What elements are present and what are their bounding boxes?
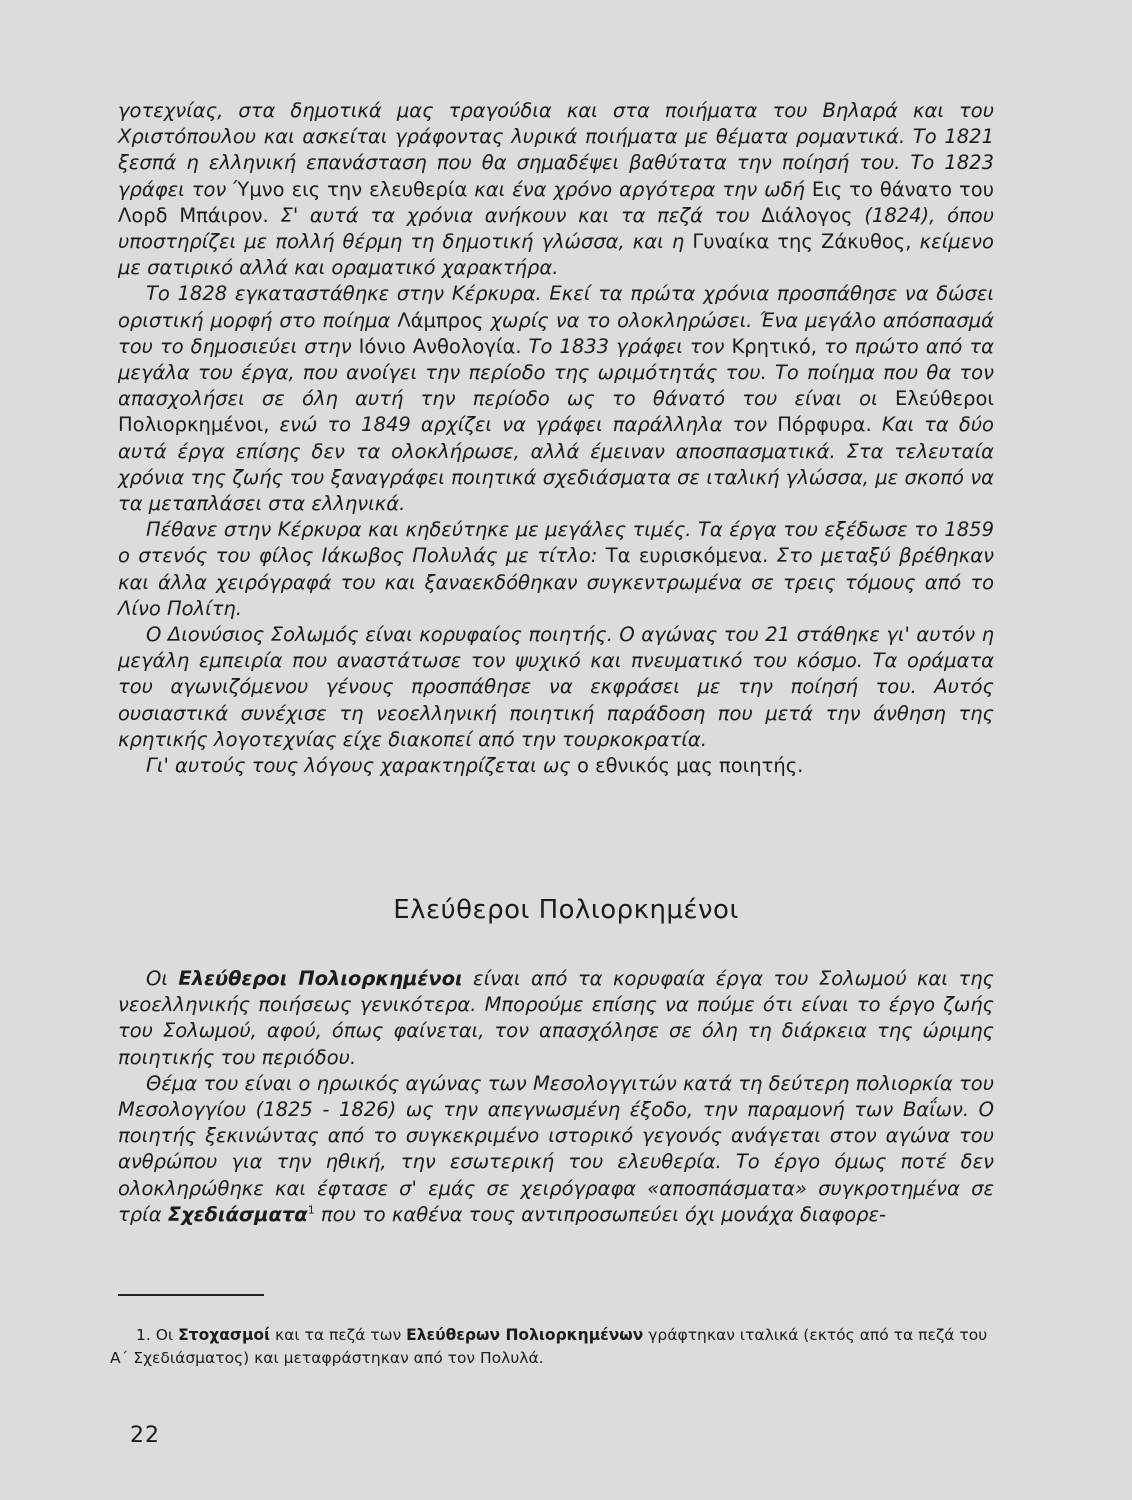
- text-run: Ελεύθερων Πολιορκημένων: [406, 1326, 644, 1344]
- text-run: Σ' αυτά τα χρόνια ανήκουν και τα πεζά του: [268, 203, 762, 227]
- footnote-marker: 1: [307, 1203, 315, 1217]
- text-run: και τα πεζά των: [270, 1326, 407, 1344]
- text-run: Και τα δύο αυτά έργα επίσης δεν τα ολοκλήρωσε, αλλά έμειναν αποσπασματικά. Στα τελευταία χρόνια της ζωής του ξαναγράφει ποιητικά σχεδιάσματα σε ιταλική γλώσσα, με σκοπό να τα μεταπλάσει στα ελληνικά.: [118, 413, 994, 516]
- text-run: Ελεύθεροι Πολιορκημένοι: [178, 967, 463, 990]
- footnote-divider: [118, 1294, 264, 1296]
- paragraph-intro: [118, 966, 994, 1071]
- text-run: και ένα χρόνο αργότερα την ωδή: [467, 177, 812, 201]
- text-run: γράφτηκαν ιταλικά (εκτός από τα πεζά του Α΄ Σχεδιάσματος) και μεταφράστηκαν από τον Πολυλά.: [110, 1326, 988, 1367]
- paragraph-corfu: [118, 281, 994, 517]
- text-run: Ύμνο εις την ελευθερία: [233, 177, 468, 201]
- text-run: 1. Οι: [136, 1326, 179, 1344]
- text-run: είναι από τα κορυφαία έργα του Σολωμού και της νεοελληνικής ποιήσεως γενικότερα. Μπορούμε επίσης να πούμε ότι είναι το έργο ζωής του Σολωμού, αφού, όπως φαίνεται, τον απασχόλησε σε όλη τη διάρκεια της ώριμης ποιητικής του περιόδου.: [118, 967, 995, 1069]
- paragraph-national-poet: [118, 753, 994, 779]
- text-run: Σχεδιάσματα: [167, 1202, 308, 1226]
- text-run: Θέμα του είναι ο ηρωικός αγώνας των Μεσολογγιτών κατά τη δεύτερη πολιορκία του Μεσολογγίου (1825 - 1826) ως την απεγνωσμένη έξοδο, την παραμονή των Βαΐων. Ο ποιητής ξεκινώντας από το συγκεκριμένο ιστορικό γεγονός ανάγεται στον αγώνα του ανθρώπου για την ηθική, την εσωτερική του ελευθερία. Το έργο όμως ποτέ δεν ολοκληρώθηκε και έφτασε σ' εμάς σε χειρόγραφα «αποσπάσματα» συγκροτημένα σε τρία: [118, 1071, 994, 1226]
- text-run: Γυναίκα της Ζάκυθος,: [692, 230, 912, 254]
- section-heading: Ελεύθεροι Πολιορκημένοι: [393, 895, 739, 925]
- text-run: γοτεχνίας, στα δημοτικά μας τραγούδια και στα ποιήματα του Βηλαρά και του Χριστόπουλου και ασκείται γράφοντας λυρικά ποιήματα με θέματα ρομαντικά. Το 1821 ξεσπά η ελληνική επανάσταση που θα σημαδέψει βαθύτατα την ποίησή του. Το 1823 γράφει τον: [118, 99, 994, 201]
- paragraph-theme: [118, 1071, 994, 1228]
- text-run: Στο μεταξύ βρέθηκαν και άλλα χειρόγραφά του και ξαναεκδόθηκαν συγκεντρωμένα σε τρεις τόμους από το Λίνο Πολίτη.: [118, 544, 994, 620]
- text-run: Ο Διονύσιος Σολωμός είναι κορυφαίος ποιητής. Ο αγώνας του 21 στάθηκε γι' αυτόν η μεγάλη εμπειρία που αναστάτωσε τον ψυχικό και πνευματικό του κόσμο. Τα οράματα του αγωνιζόμενου γένους προσπάθησε να εκφράσει με την ποίησή του. Αυτός ουσιαστικά συνέχισε τη νεοελληνική ποιητική παράδοση που μετά την άνθηση της κρητικής λογοτεχνίας είχε διακοπεί από την τουρκοκρατία.: [118, 623, 994, 751]
- text-run: Εις το θάνατο του Λορδ Μπάιρον.: [118, 177, 995, 227]
- text-run: Στοχασμοί: [178, 1326, 271, 1344]
- text-run: κείμενο με σατιρικό αλλά και οραματικό χαρακτήρα.: [118, 230, 994, 280]
- text-run: χωρίς να το ολοκληρώσει. Ένα μεγάλο απόσπασμά του το δημοσιεύει στην: [118, 308, 994, 358]
- paragraph-early-works: [118, 98, 994, 281]
- paragraph-death: [118, 517, 994, 622]
- text-run: Το 1828 εγκαταστάθηκε στην Κέρκυρα. Εκεί τα πρώτα χρόνια προσπάθησε να δώσει οριστική μορφή στο ποίημα: [118, 282, 994, 332]
- page-number: 22: [130, 1423, 160, 1448]
- text-run: (1824), όπου υποστηρίζει με πολλή θέρμη τη δημοτική γλώσσα, και η: [118, 203, 994, 254]
- paragraph-significance: [118, 622, 994, 753]
- text-run: Το 1833 γράφει τον: [521, 334, 732, 358]
- text-run: το πρώτο από τα μεγάλα του έργα, που ανοίγει την περίοδο της ωριμότητάς του. Το ποίημα που θα τον απασχολήσει σε όλη αυτή την περίοδο ως το θάνατό του είναι οι: [118, 334, 994, 411]
- text-run: Διάλογος: [761, 203, 853, 227]
- text-run: Γι' αυτούς τους λόγους χαρακτηρίζεται ως: [146, 754, 577, 778]
- text-run: ενώ το 1849 αρχίζει να γράφει παράλληλα τον: [269, 413, 778, 437]
- text-run: Πόρφυρα.: [777, 413, 872, 437]
- text-run: ο εθνικός μας ποιητής.: [576, 754, 804, 778]
- text-run: Ελεύθεροι Πολιορκημένοι,: [118, 387, 994, 437]
- text-run: Πέθανε στην Κέρκυρα και κηδεύτηκε με μεγάλες τιμές. Τα έργα του εξέδωσε το 1859 ο στενός του φίλος Ιάκωβος Πολυλάς με τίτλο:: [118, 518, 994, 568]
- text-run: που το καθένα τους αντιπροσωπεύει όχι μονάχα διαφορε-: [314, 1202, 887, 1226]
- footnote: [110, 1324, 990, 1370]
- text-run: Κρητικό,: [731, 334, 817, 358]
- text-run: Τα ευρισκόμενα.: [605, 544, 769, 568]
- text-run: Λάμπρος: [397, 308, 484, 332]
- biography-text: [118, 98, 994, 779]
- section-text: [118, 966, 994, 1228]
- text-run: Οι: [146, 967, 179, 990]
- text-run: Ιόνιο Ανθολογία.: [358, 334, 522, 358]
